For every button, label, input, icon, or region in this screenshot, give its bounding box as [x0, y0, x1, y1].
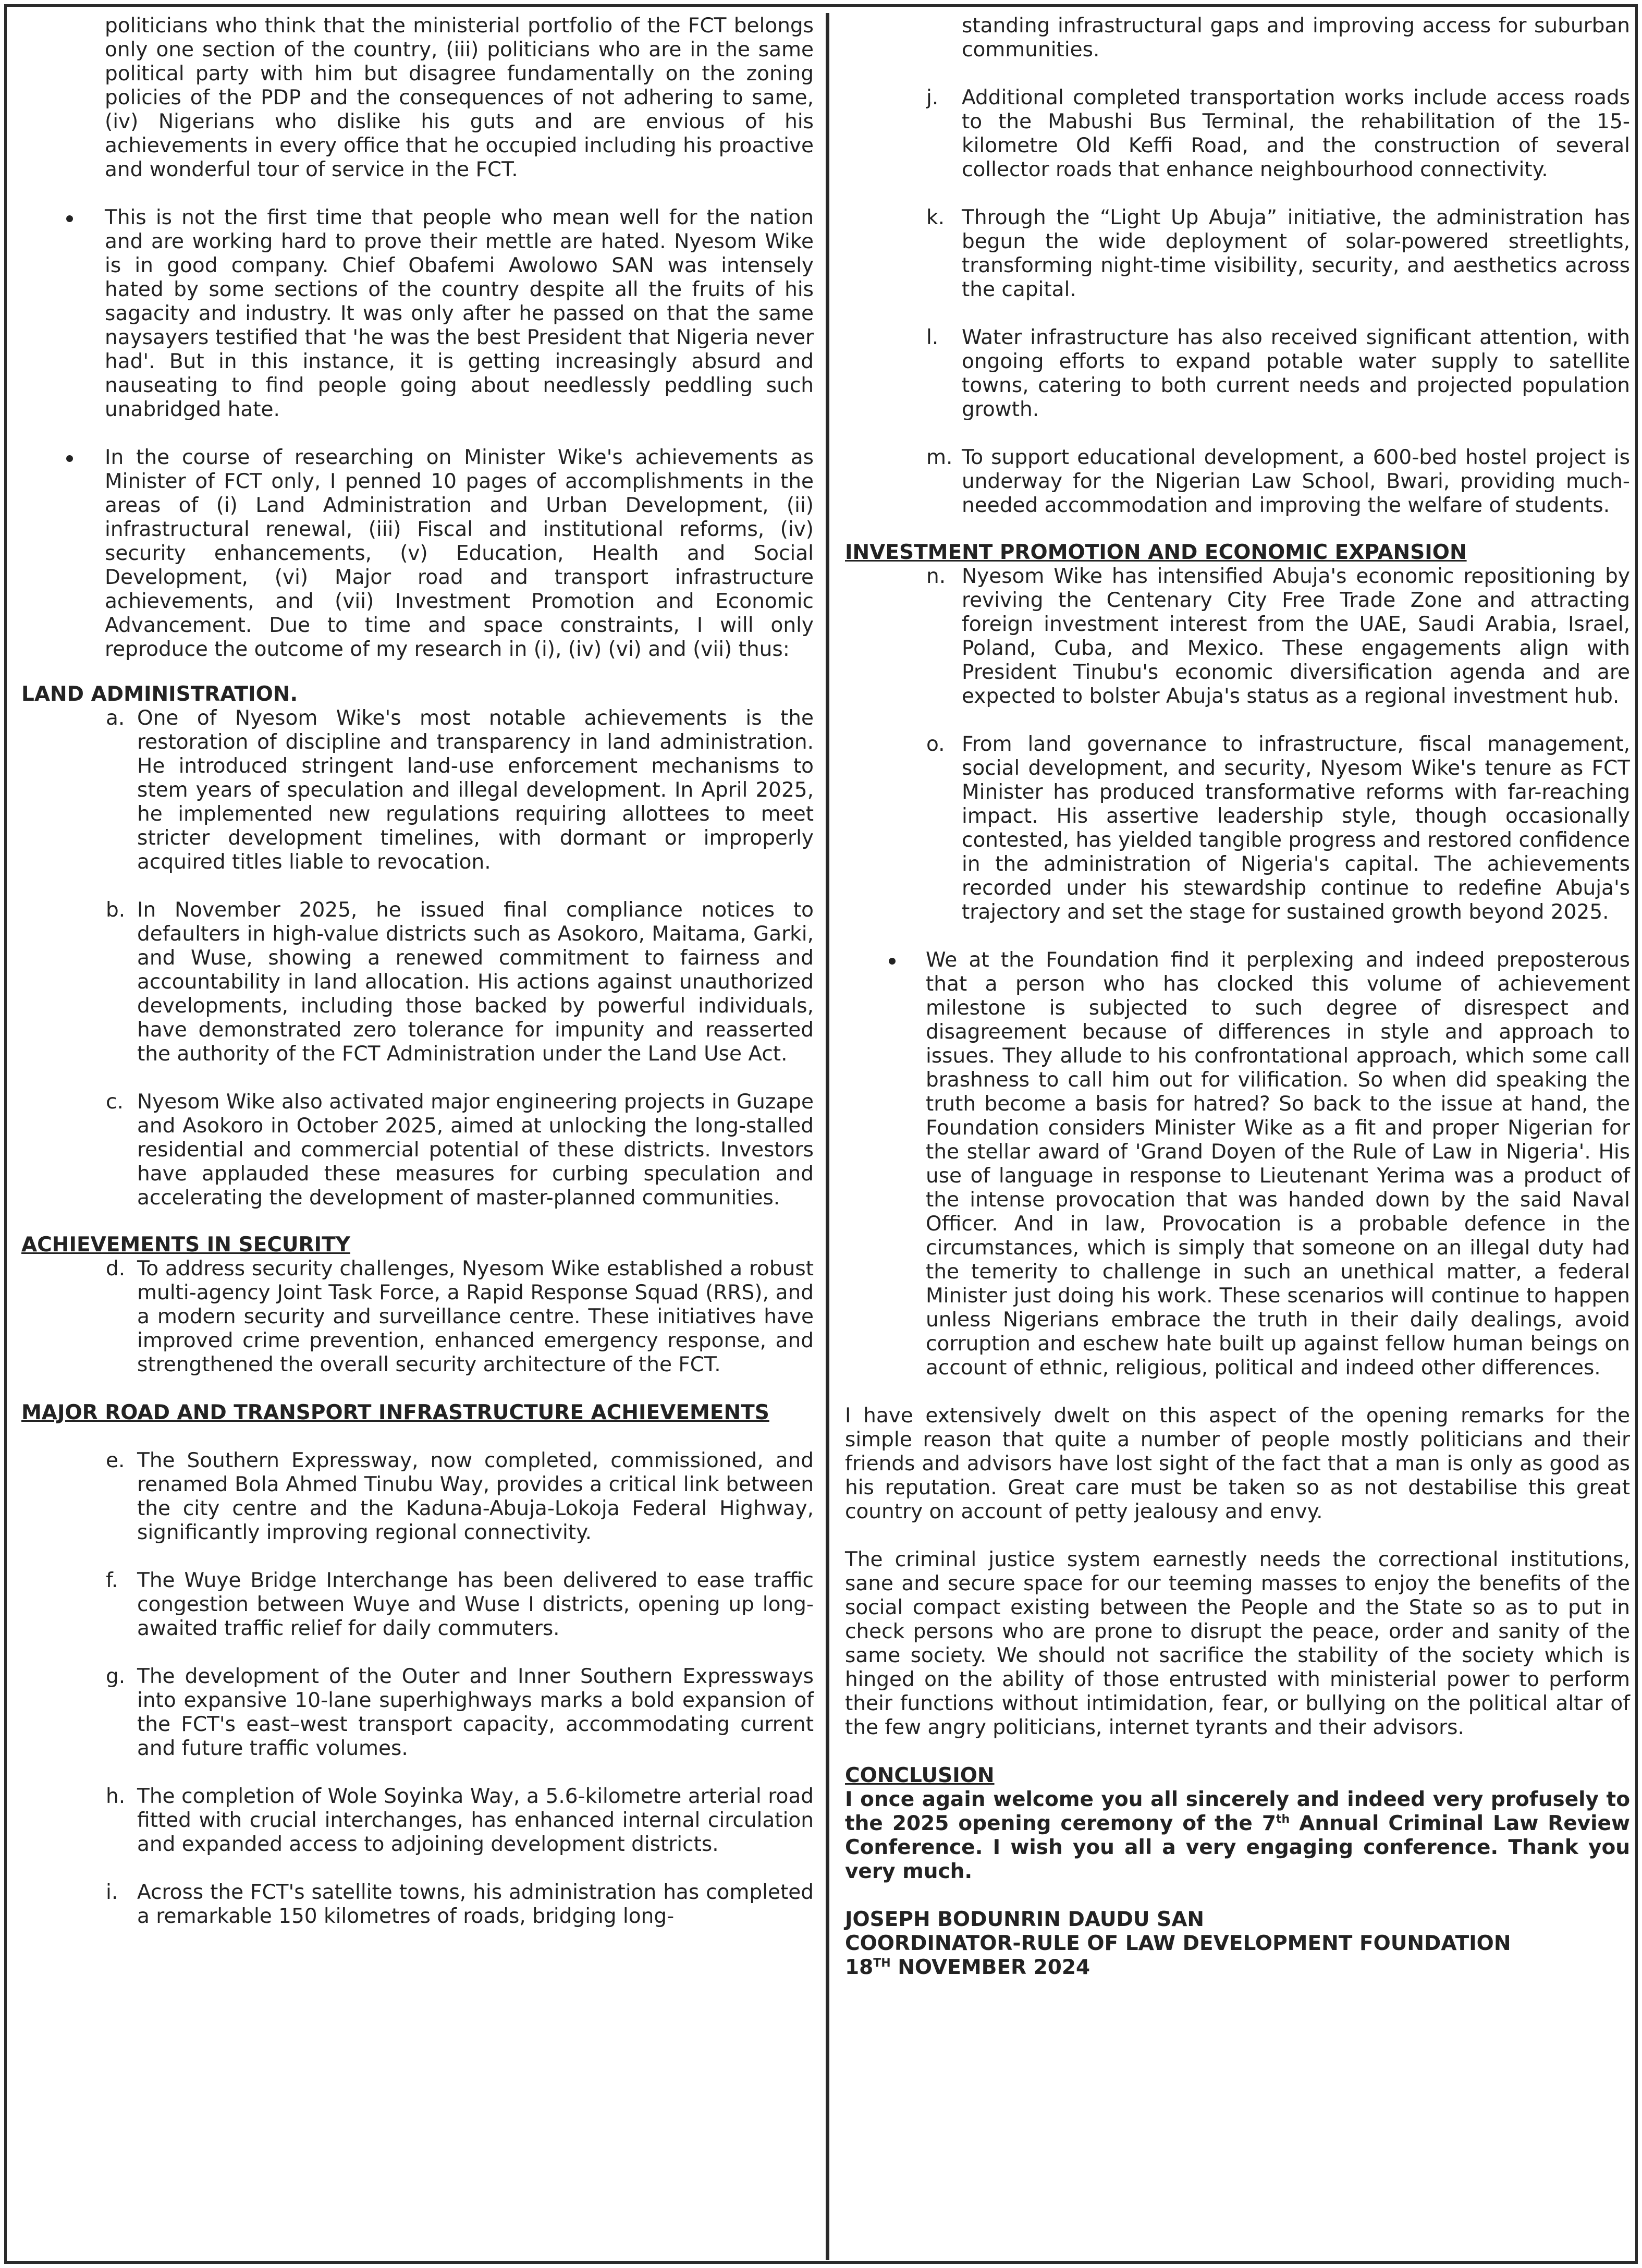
heading-land-administration: LAND ADMINISTRATION.: [21, 682, 298, 706]
item-i-continued: standing infrastructural gaps and improving access for suburban communities.: [962, 14, 1630, 62]
item-text: The completion of Wole Soyinka Way, a 5.6-kilometre arterial road fitted with crucial interchanges, has enhanced internal circulation and expanded access to adjoining development districts.: [137, 1785, 814, 1856]
list-item-k: [845, 206, 1630, 302]
item-marker: a.: [106, 706, 125, 730]
bullet-item: [845, 948, 1630, 1380]
list-item-h: [21, 1785, 814, 1857]
left-column: [21, 14, 814, 1929]
item-text: Across the FCT's satellite towns, his administration has completed a remarkable 150 kilometres of roads, bridging long-: [137, 1881, 814, 1928]
ordinal-suffix: th: [1276, 1813, 1290, 1826]
list-item-b: [21, 898, 814, 1066]
list-item-m: [845, 446, 1630, 518]
item-marker: e.: [106, 1449, 125, 1472]
list-item-g: [21, 1665, 814, 1761]
item-marker: g.: [106, 1665, 126, 1688]
right-column: [845, 14, 1630, 1980]
date-month-year: NOVEMBER 2024: [890, 1956, 1090, 1979]
item-marker: m.: [926, 446, 953, 469]
list-item-f: [21, 1569, 814, 1641]
list-item-a: [21, 706, 814, 874]
item-marker: d.: [106, 1257, 126, 1281]
conclusion-text-end: Annual Criminal Law Review Conference. I wish you all a very engaging conference. Thank you very much.: [845, 1812, 1630, 1883]
list-item-i: [21, 1881, 814, 1929]
bullet-text: This is not the first time that people who mean well for the nation and are working hard to prove their mettle are hated. Nyesom Wike is in good company. Chief Obafemi Awolowo SAN was intensely hated by some sections of the country despite all the fruits of his sagacity and industry. It was only after he passed on that the same naysayers testified that 'he was the best President that Nigeria never had'. But in this instance, it is getting increasingly absurd and nauseating to find people going about needlessly peddling such unabridged hate.: [105, 206, 814, 421]
item-text: Through the “Light Up Abuja” initiative, the administration has begun the wide deployment of solar-powered streetlights, transforming night-time visibility, security, and aesthetics across the capital.: [962, 206, 1630, 301]
item-text: The Southern Expressway, now completed, commissioned, and renamed Bola Ahmed Tinubu Way, provides a critical link between the city centre and the Kaduna-Abuja-Lokoja Federal Highway, significantly improving regional connectivity.: [137, 1449, 814, 1544]
item-marker: l.: [926, 326, 939, 349]
list-item-c: [21, 1090, 814, 1210]
signature-date: [845, 1956, 1630, 1980]
item-text: One of Nyesom Wike's most notable achievements is the restoration of discipline and transparency in land administration. He introduced stringent land-use enforcement mechanisms to stem years of speculation and illegal development. In April 2025, he implemented new regulations requiring allottees to meet stricter development timelines, with dormant or improperly acquired titles liable to revocation.: [137, 706, 814, 874]
column-divider: [826, 13, 829, 2260]
bullet-item: [21, 446, 814, 662]
signatory-title: COORDINATOR-RULE OF LAW DEVELOPMENT FOUNDATION: [845, 1932, 1511, 1955]
paragraph-criminal-justice: The criminal justice system earnestly needs the correctional institutions, sane and secure space for our teeming masses to enjoy the benefits of the social compact existing between the People and the State so as to put in check persons who are prone to disrupt the peace, order and sanity of the same society. We should not sacrifice the stability of the society which is hinged on the ability of those entrusted with ministerial power to perform their functions without intimidation, fear, or bullying on the political altar of the few angry politicians, internet tyrants and their advisors.: [845, 1548, 1630, 1739]
list-item-o: [845, 733, 1630, 924]
item-text: From land governance to infrastructure, fiscal management, social development, and security, Nyesom Wike's tenure as FCT Minister has produced transformative reforms with far-reaching impact. His assertive leadership style, though occasionally contested, has yielded tangible progress and restored confidence in the administration of Nigeria's capital. The achievements recorded under his stewardship continue to redefine Abuja's trajectory and set the stage for sustained growth beyond 2025.: [962, 733, 1630, 924]
bullet-dot-icon: [66, 455, 73, 462]
document-page: [4, 4, 1638, 2264]
item-text: Nyesom Wike also activated major engineering projects in Guzape and Asokoro in October 2025, aimed at unlocking the long-stalled residential and commercial potential of these districts. Investors have applauded these measures for curbing speculation and accelerating the development of master-planned communities.: [137, 1090, 814, 1210]
conclusion-text-start: I once again welcome you all sincerely and indeed very profusely to the 2025 opening ceremony of the 7: [845, 1788, 1630, 1835]
item-marker: k.: [926, 206, 945, 229]
conclusion-text: [845, 1788, 1630, 1884]
item-text: The development of the Outer and Inner Southern Expressways into expansive 10-lane superhighways marks a bold expansion of the FCT's east–west transport capacity, accommodating current and future traffic volumes.: [137, 1665, 814, 1760]
date-suffix: TH: [873, 1957, 891, 1970]
heading-road-transport: MAJOR ROAD AND TRANSPORT INFRASTRUCTURE ACHIEVEMENTS: [21, 1401, 769, 1424]
list-item-d: [21, 1257, 814, 1377]
paragraph-reputation: I have extensively dwelt on this aspect of the opening remarks for the simple reason that quite a number of people mostly politicians and their friends and advisors have lost sight of the fact that a man is only as good as his reputation. Great care must be taken so as not destabilise this great country on account of petty jealousy and envy.: [845, 1404, 1630, 1523]
item-text: Water infrastructure has also received significant attention, with ongoing efforts to expand potable water supply to satellite towns, catering to both current needs and projected population growth.: [962, 326, 1630, 421]
item-marker: n.: [926, 565, 946, 588]
date-day: 18: [845, 1956, 874, 1979]
signatory-name: JOSEPH BODUNRIN DAUDU SAN: [845, 1908, 1205, 1931]
signature-block: [845, 1908, 1630, 1980]
item-marker: f.: [106, 1569, 118, 1592]
list-item-e: [21, 1449, 814, 1545]
heading-investment: INVESTMENT PROMOTION AND ECONOMIC EXPANSION: [845, 541, 1467, 564]
bullet-item: [21, 206, 814, 422]
list-item-j: [845, 86, 1630, 182]
heading-security: ACHIEVEMENTS IN SECURITY: [21, 1233, 350, 1257]
item-text: In November 2025, he issued final compliance notices to defaulters in high-value districts such as Asokoro, Maitama, Garki, and Wuse, showing a renewed commitment to fairness and accountability in land allocation. His actions against unauthorized developments, including those backed by powerful individuals, have demonstrated zero tolerance for impunity and reasserted the authority of the FCT Administration under the Land Use Act.: [137, 898, 814, 1066]
item-marker: i.: [106, 1881, 118, 1904]
item-marker: b.: [106, 898, 126, 922]
item-text: To support educational development, a 600-bed hostel project is underway for the Nigerian Law School, Bwari, providing much-needed accommodation and improving the welfare of students.: [962, 446, 1630, 517]
list-item-l: [845, 326, 1630, 422]
item-text: Additional completed transportation works include access roads to the Mabushi Bus Terminal, the rehabilitation of the 15-kilometre Old Keffi Road, and the construction of several collector roads that enhance neighbourhood connectivity.: [962, 86, 1630, 181]
bullet-dot-icon: [66, 215, 73, 222]
item-marker: h.: [106, 1785, 126, 1808]
bullet-text: We at the Foundation find it perplexing and indeed preposterous that a person who has clocked this volume of achievement milestone is subjected to such degree of disrespect and disagreement because of differences in style and approach to issues. They allude to his confrontational approach, which some call brashness to call him out for vilification. So when did speaking the truth become a basis for hatred? So back to the issue at hand, the Foundation considers Minister Wike as a fit and proper Nigerian for the stellar award of 'Grand Doyen of the Rule of Law in Nigeria'. His use of language in response to Lieutenant Yerima was a product of the intense provocation that was handed down by the said Naval Officer. And in law, Provocation is a probable defence in the circumstances, which is simply that someone on an illegal duty had the temerity to challenge in such an unethical matter, a federal Minister just doing his work. These scenarios will continue to happen unless Nigerians embrace the truth in their daily dealings, avoid corruption and eschew hate built up against fellow human beings on account of ethnic, religious, political and indeed other differences.: [926, 948, 1630, 1380]
bullet-text: In the course of researching on Minister Wike's achievements as Minister of FCT only, I penned 10 pages of accomplishments in the areas of (i) Land Administration and Urban Development, (ii) infrastructural renewal, (iii) Fiscal and institutional reforms, (iv) security enhancements, (v) Education, Health and Social Development, (vi) Major road and transport infrastructure achievements, and (vii) Investment Promotion and Economic Advancement. Due to time and space constraints, I will only reproduce the outcome of my research in (i), (iv) (vi) and (vii) thus:: [105, 446, 814, 661]
item-text: The Wuye Bridge Interchange has been delivered to ease traffic congestion between Wuye and Wuse I districts, opening up long-awaited traffic relief for daily commuters.: [137, 1569, 814, 1640]
bullet-dot-icon: [889, 958, 896, 965]
item-marker: j.: [926, 86, 939, 109]
item-text: Nyesom Wike has intensified Abuja's economic repositioning by reviving the Centenary City Free Trade Zone and attracting foreign investment interest from the UAE, Saudi Arabia, Israel, Poland, Cuba, and Mexico. These engagements align with President Tinubu's economic diversification agenda and are expected to bolster Abuja's status as a regional investment hub.: [962, 565, 1630, 708]
list-item-n: [845, 565, 1630, 709]
paragraph-continued: politicians who think that the ministerial portfolio of the FCT belongs only one section of the country, (iii) politicians who are in the same political party with him but disagree fundamentally on the zoning policies of the PDP and the consequences of not adhering to same, (iv) Nigerians who dislike his guts and are envious of his achievements in every office that he occupied including his proactive and wonderful tour of service in the FCT.: [105, 14, 814, 181]
item-marker: o.: [926, 733, 945, 756]
item-text: To address security challenges, Nyesom Wike established a robust multi-agency Joint Task Force, a Rapid Response Squad (RRS), and a modern security and surveillance centre. These initiatives have improved crime prevention, enhanced emergency response, and strengthened the overall security architecture of the FCT.: [137, 1257, 814, 1376]
heading-conclusion: CONCLUSION: [845, 1764, 995, 1787]
item-marker: c.: [106, 1090, 124, 1114]
